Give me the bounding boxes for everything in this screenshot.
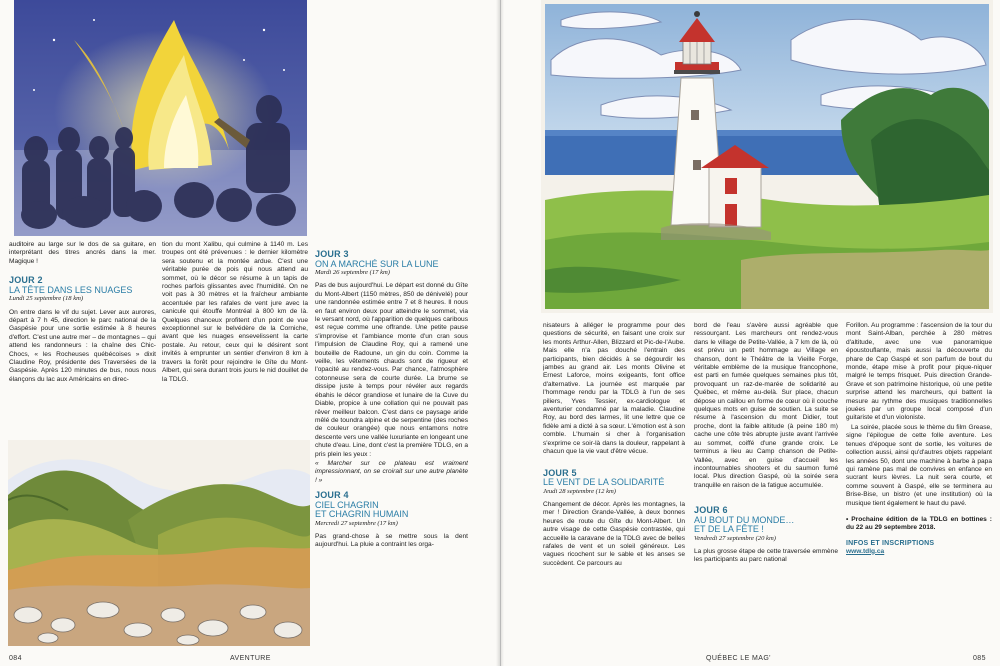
day-2-heading: JOUR 2 — [9, 275, 43, 286]
day-6-date: Vendredi 27 septembre (20 km) — [694, 534, 776, 542]
day-5-date: Jeudi 28 septembre (12 km) — [543, 487, 616, 495]
day-2-subtitle: LA TÊTE DANS LES NUAGES — [9, 284, 133, 295]
day-4-text: Pas grand-chose à se mettre sous la dent aujourd'hui. La pluie a contraint les orga- — [315, 533, 468, 549]
section-name: AVENTURE — [230, 655, 271, 662]
day-5-subtitle: LE VENT DE LA SOLIDARITÉ — [543, 477, 665, 487]
mountain-illustration — [8, 440, 310, 646]
page-number-left: 084 — [9, 655, 22, 662]
day-6-text: La plus grosse étape de cette traversée emmène les participants au parc national — [694, 548, 838, 564]
page-number-right: 085 — [973, 655, 986, 662]
day-4-heading: JOUR 4 — [315, 490, 349, 501]
column-2 — [162, 241, 308, 431]
day-4-subtitle-line-2: ET CHAGRIN HUMAIN — [315, 509, 409, 520]
day-2-date: Lundi 25 septembre (18 km) — [9, 295, 84, 303]
column-2-text: tion du mont Xalibu, qui culmine à 1140 m. Les troupes ont été prévenues : le dernier kilomètre sera soutenu et la montée ardue. C'est une véritable purée de pois qui nous attend au sommet, où le décor se résume à un tapis de roches parfois glissantes avec l'humidité. On ne voit pas à 30 mètres et la fraîcheur ambiante accentuée par les rafales de vent jure avec la canicule qui étouffe Montréal à 800 km de là. Quelques chanceux profitent d'un point de vue exceptionnel sur le belvédère de la Corniche, avant que les nuages ensevelissent la carte postale. Au retour, ceux qui le désirent sont invités à emprunter un sentier d'environ 8 km à travers la forêt pour rejoindre le Gîte du Mont-Albert, qui sera durant trois jours le nid douillet de la TDLG. — [162, 241, 308, 383]
bonfire-illustration — [14, 0, 307, 236]
day-6-heading: JOUR 6 — [694, 505, 728, 516]
right-page — [500, 0, 1000, 666]
day-5-heading: JOUR 5 — [543, 467, 577, 478]
day-3-text: Pas de bus aujourd'hui. Le départ est donné du Gîte du Mont-Albert (1150 mètres, 850 de dénivelé) pour une randonnée estimée entre 7 et 8 heures. Il nous en faut environ deux pour atteindre le sommet, via le versant nord, où l'apparition de quelques caribous est reçue comme une offrande. Une petite pause s'improvise et l'ambiance monte d'un cran sous l'impulsion de Claudine Roy, qui a ramené une bouteille de Radoune, un gin du coin. Comme la veille, les vêtements chauds sont de rigueur et l'opacité au rendez-vous. Par chance, l'atmosphère cotonneuse sera de courte durée. La brume se dissipe juste à temps pour révéler aux regards ébahis le décor grandiose et lunaire de la Cuve du Diable, propice à une collation qui ne pouvait pas rêver meilleur balcon. C'est dans ce paysage aride mêlé de toundra alpine et de serpentine (des roches de couleur orangée) que nous entamons notre descente vers une vallée luxuriante en longeant une chute d'eau. Line, dont c'est la première TDLG, en a pris plein les yeux : — [315, 282, 468, 458]
column-3 — [315, 250, 468, 642]
day-4-subtitle-line-1: CIEL CHAGRIN — [315, 499, 379, 510]
day-3-subtitle: ON A MARCHÉ SUR LA LUNE — [315, 258, 439, 269]
day-2-text: On entre dans le vif du sujet. Lever aux aurores, départ à 7 h 45, direction le parc national de la Gaspésie pour une sortie estimée à 8 heures d'effort. C'est une autre mer – de montagnes – qui attend les randonneurs : la chaîne des Chic-Chocs, « les Rocheuses québécoises » dixit Claudine Roy, présidente des Traversées de la Gaspésie. Après 120 minutes de bus, nous nous élançons du lac aux Américains en direc- — [9, 308, 156, 383]
column-5-text: bord de l'eau s'avère aussi agréable que ressourçant. Les marcheurs ont rendez-vous dans le village de Petite-Vallée, à 7 km de là, où est prévu un petit hommage au Village en chanson, dont le Théâtre de la Vieille Forge, véritable emblème de la musique francophone, est parti en fumée quelques semaines plus tôt, provoquant un raz-de-marée de solidarité au Québec, et même au-delà. Sur place, chacun dépose un caillou en forme de cœur où il couche quelques mots en guise de soutien. La suite se résume à l'ascension du mont Didier, tout proche, dont la faible altitude (à peine 180 m) cache une côte très abrupte juste avant l'arrivée au sommet, coiffé d'une grande croix. Le terminus a lieu au Camp chanson de Petite-Vallée, avec en guise d'accueil les incontournables shooters et du saumon fumé local. Plus direction Gaspé, où la soirée sera tranquille en raison de la fatigue accumulée. — [694, 322, 838, 489]
column-4-text: nisateurs à alléger le programme pour des questions de sécurité, en faisant une croix sur les monts Arthur-Allen, Blizzard et Pic-de-l'Aube. Mais elle n'a pas douché l'entrain des participants, bien décidés à se dégourdir les jambes au grand air. Les monts Olivine et Ernest Laforce, moins exigeants, font office d'alternative. La journée est marquée par l'hommage rendu par la TDLG à l'un de ses piliers, Yves Tessier, ex-cardiologue et aventurier condamné par la maladie. Claudine Roy, au bord des larmes, lit une lettre que ce fidèle ami a dicté à sa sœur. L'émotion est à son comble. L'humain si cher à l'organisation s'exprime ce soir-là dans la douleur, rappelant à chacun que la vie vaut d'être vécue. — [543, 322, 685, 456]
day-3-date: Mardi 26 septembre (17 km) — [315, 269, 390, 276]
page-gutter — [496, 0, 504, 666]
magazine-name: QUÉBEC LE MAG' — [706, 655, 771, 662]
day-5-text: Changement de décor. Après les montagnes, la mer ! Direction Grande-Vallée, à deux bonnes heures de route du Gîte du Mont-Albert. Un autre visage de cette Gaspésie contrastée, qui accueille la caravane de la TDLG avec de belles rafales de vent et un soleil généreux. Les vagues ricochent sur le sable et les anses se succèdent. Ce parcours au — [543, 500, 685, 567]
next-edition: • Prochaine édition de la TDLG en bottines : du 22 au 29 septembre 2018. — [846, 515, 992, 532]
column-6-text-2: La soirée, placée sous le thème du film Grease, signe l'épilogue de cette folle aventure. Les tenues d'époque sont de sortie, les voitures de collection aussi, ainsi qu'd'autres objets rappelant les années 50, dont une machine à barbe à papa qui ramène pas mal de convives en enfance en sucrant leurs lèvres. La nuit sera courte, et comme souvent à Gaspé, elle se terminera au Brise-Bise, un bistro (et une institution) où la musique tient également le haut du pavé. — [846, 423, 992, 507]
day-6-subtitle-line-2: ET DE LA FÊTE ! — [694, 524, 764, 535]
column-6-text-1: Forillon. Au programme : l'ascension de la tour du mont Saint-Alban, perchée à 280 mètres d'altitude, avec une vue panoramique époustouflante, mais aussi la découverte du phare de Cap Gaspé et son parfum de bout du monde, étape mise à profit pour pique-niquer malgré le temps frisquet. Puis direction Grande-Grave et son patrimoine historique, où une petite surprise attend les marcheurs, qui battent la mesure au rythme des musiques traditionnelles jouées par un groupe local composé d'un guitariste et d'un violoniste. — [846, 322, 992, 422]
day-6-subtitle-line-1: AU BOUT DU MONDE… — [694, 514, 795, 525]
day-4-date: Mercredi 27 septembre (17 km) — [315, 519, 398, 527]
website-link[interactable]: www.tdlg.ca — [846, 547, 885, 555]
column-1 — [9, 241, 156, 439]
column-6 — [846, 322, 992, 642]
info-heading: INFOS ET INSCRIPTIONS — [846, 539, 935, 547]
intro-paragraph: auditoire au large sur le dos de sa guitare, en interprétant des titres ancrés dans la mer. Magique ! — [9, 241, 156, 265]
column-5 — [694, 322, 838, 642]
lighthouse-illustration — [541, 0, 993, 313]
day-3-quote: « Marcher sur ce plateau est vraiment impressionnant, on se croirait sur une autre planète ! » — [315, 459, 468, 484]
column-4 — [543, 322, 685, 642]
day-3-heading: JOUR 3 — [315, 250, 349, 259]
